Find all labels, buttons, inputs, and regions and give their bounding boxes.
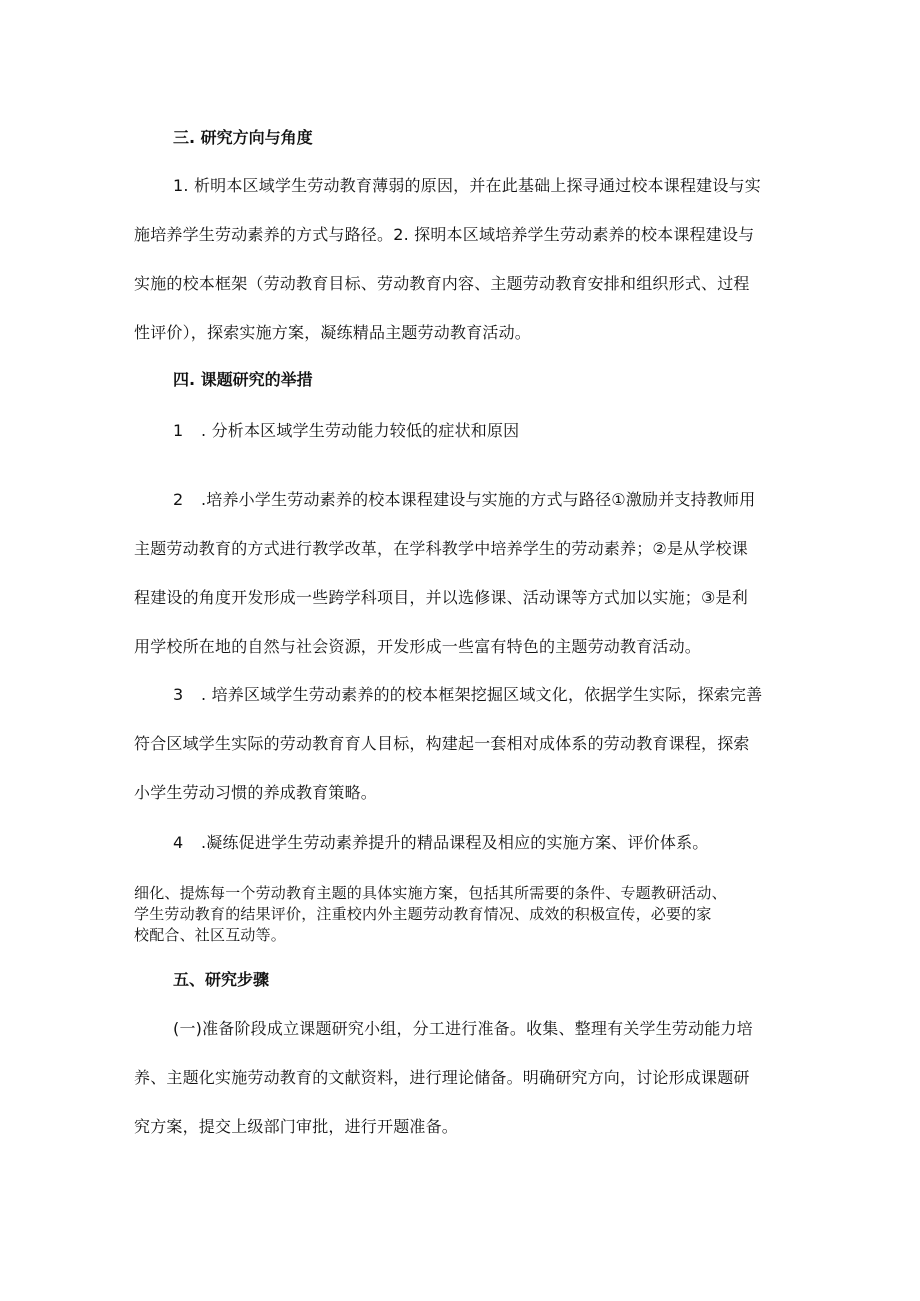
- measure-item-3-first-line: . 培养区域学生劳动素养的的校本框架挖掘区域文化，依据学生实际，探索完善: [201, 685, 763, 704]
- measure-item-4: [134, 818, 794, 867]
- measure-item-3: [134, 670, 794, 817]
- section3-line-3: 实施的校本框架（劳动教育目标、劳动教育内容、主题劳动教育安排和组织形式、过程: [134, 274, 750, 293]
- details-line-1: 细化、提炼每一个劳动教育主题的具体实施方案，包括其所需要的条件、专题教研活动、: [134, 884, 727, 902]
- measure-item-1: [134, 406, 794, 455]
- measure-item-2-line-3: 程建设的角度开发形成一些跨学科项目，并以选修课、活动课等方式加以实施；③是利: [134, 588, 748, 607]
- measure-item-2-first-line: .培养小学生劳动素养的校本课程建设与实施的方式与路径①激励并支持教师用: [201, 490, 756, 509]
- details-line-2: 学生劳动教育的结果评价，注重校内外主题劳动教育情况、成效的积极宣传，必要的家: [134, 905, 712, 923]
- section3-line-4: 性评价），探索实施方案，凝练精品主题劳动教育活动。: [134, 323, 532, 342]
- measure-item-2-number: 2: [173, 490, 184, 509]
- measure-item-2-line-2: 主题劳动教育的方式进行教学改革，在学科教学中培养学生的劳动素养；②是从学校课: [134, 539, 748, 558]
- section5-line-1: (一)准备阶段成立课题研究小组，分工进行准备。收集、整理有关学生劳动能力培: [173, 1019, 753, 1038]
- measure-item-1-text: . 分析本区域学生劳动能力较低的症状和原因: [201, 421, 520, 440]
- section5-paragraph: [134, 1004, 794, 1151]
- section5-heading: 五、研究步骤: [173, 970, 270, 989]
- measure-item-4-text: .凝练促进学生劳动素养提升的精品课程及相应的实施方案、评价体系。: [201, 833, 709, 852]
- measure-item-3-line-3: 小学生劳动习惯的养成教育策略。: [134, 783, 378, 802]
- section4-heading: 四. 课题研究的举措: [173, 370, 313, 389]
- section3-paragraph: [134, 161, 794, 357]
- section3-line-2: 施培养学生劳动素养的方式与路径。2. 探明本区域培养学生劳动素养的校本课程建设与: [134, 225, 755, 244]
- measure-item-1-number: 1: [173, 421, 184, 440]
- measure-item-4-number: 4: [173, 833, 184, 852]
- section3-line-1: 1. 析明本区域学生劳动教育薄弱的原因，并在此基础上探寻通过校本课程建设与实: [173, 176, 761, 195]
- section5-line-2: 养、主题化实施劳动教育的文献资料，进行理论储备。明确研究方向，讨论形成课题研: [134, 1068, 750, 1087]
- measure-details-paragraph: [134, 883, 794, 946]
- measure-item-2: [134, 475, 794, 671]
- details-line-3: 校配合、社区互动等。: [134, 926, 287, 944]
- section3-heading: 三. 研究方向与角度: [173, 128, 313, 147]
- section5-line-3: 究方案，提交上级部门审批，进行开题准备。: [134, 1117, 459, 1136]
- measure-item-3-line-2: 符合区域学生实际的劳动教育育人目标，构建起一套相对成体系的劳动教育课程，探索: [134, 734, 750, 753]
- measure-item-3-number: 3: [173, 685, 184, 704]
- measure-item-2-line-4: 用学校所在地的自然与社会资源，开发形成一些富有特色的主题劳动教育活动。: [134, 637, 702, 656]
